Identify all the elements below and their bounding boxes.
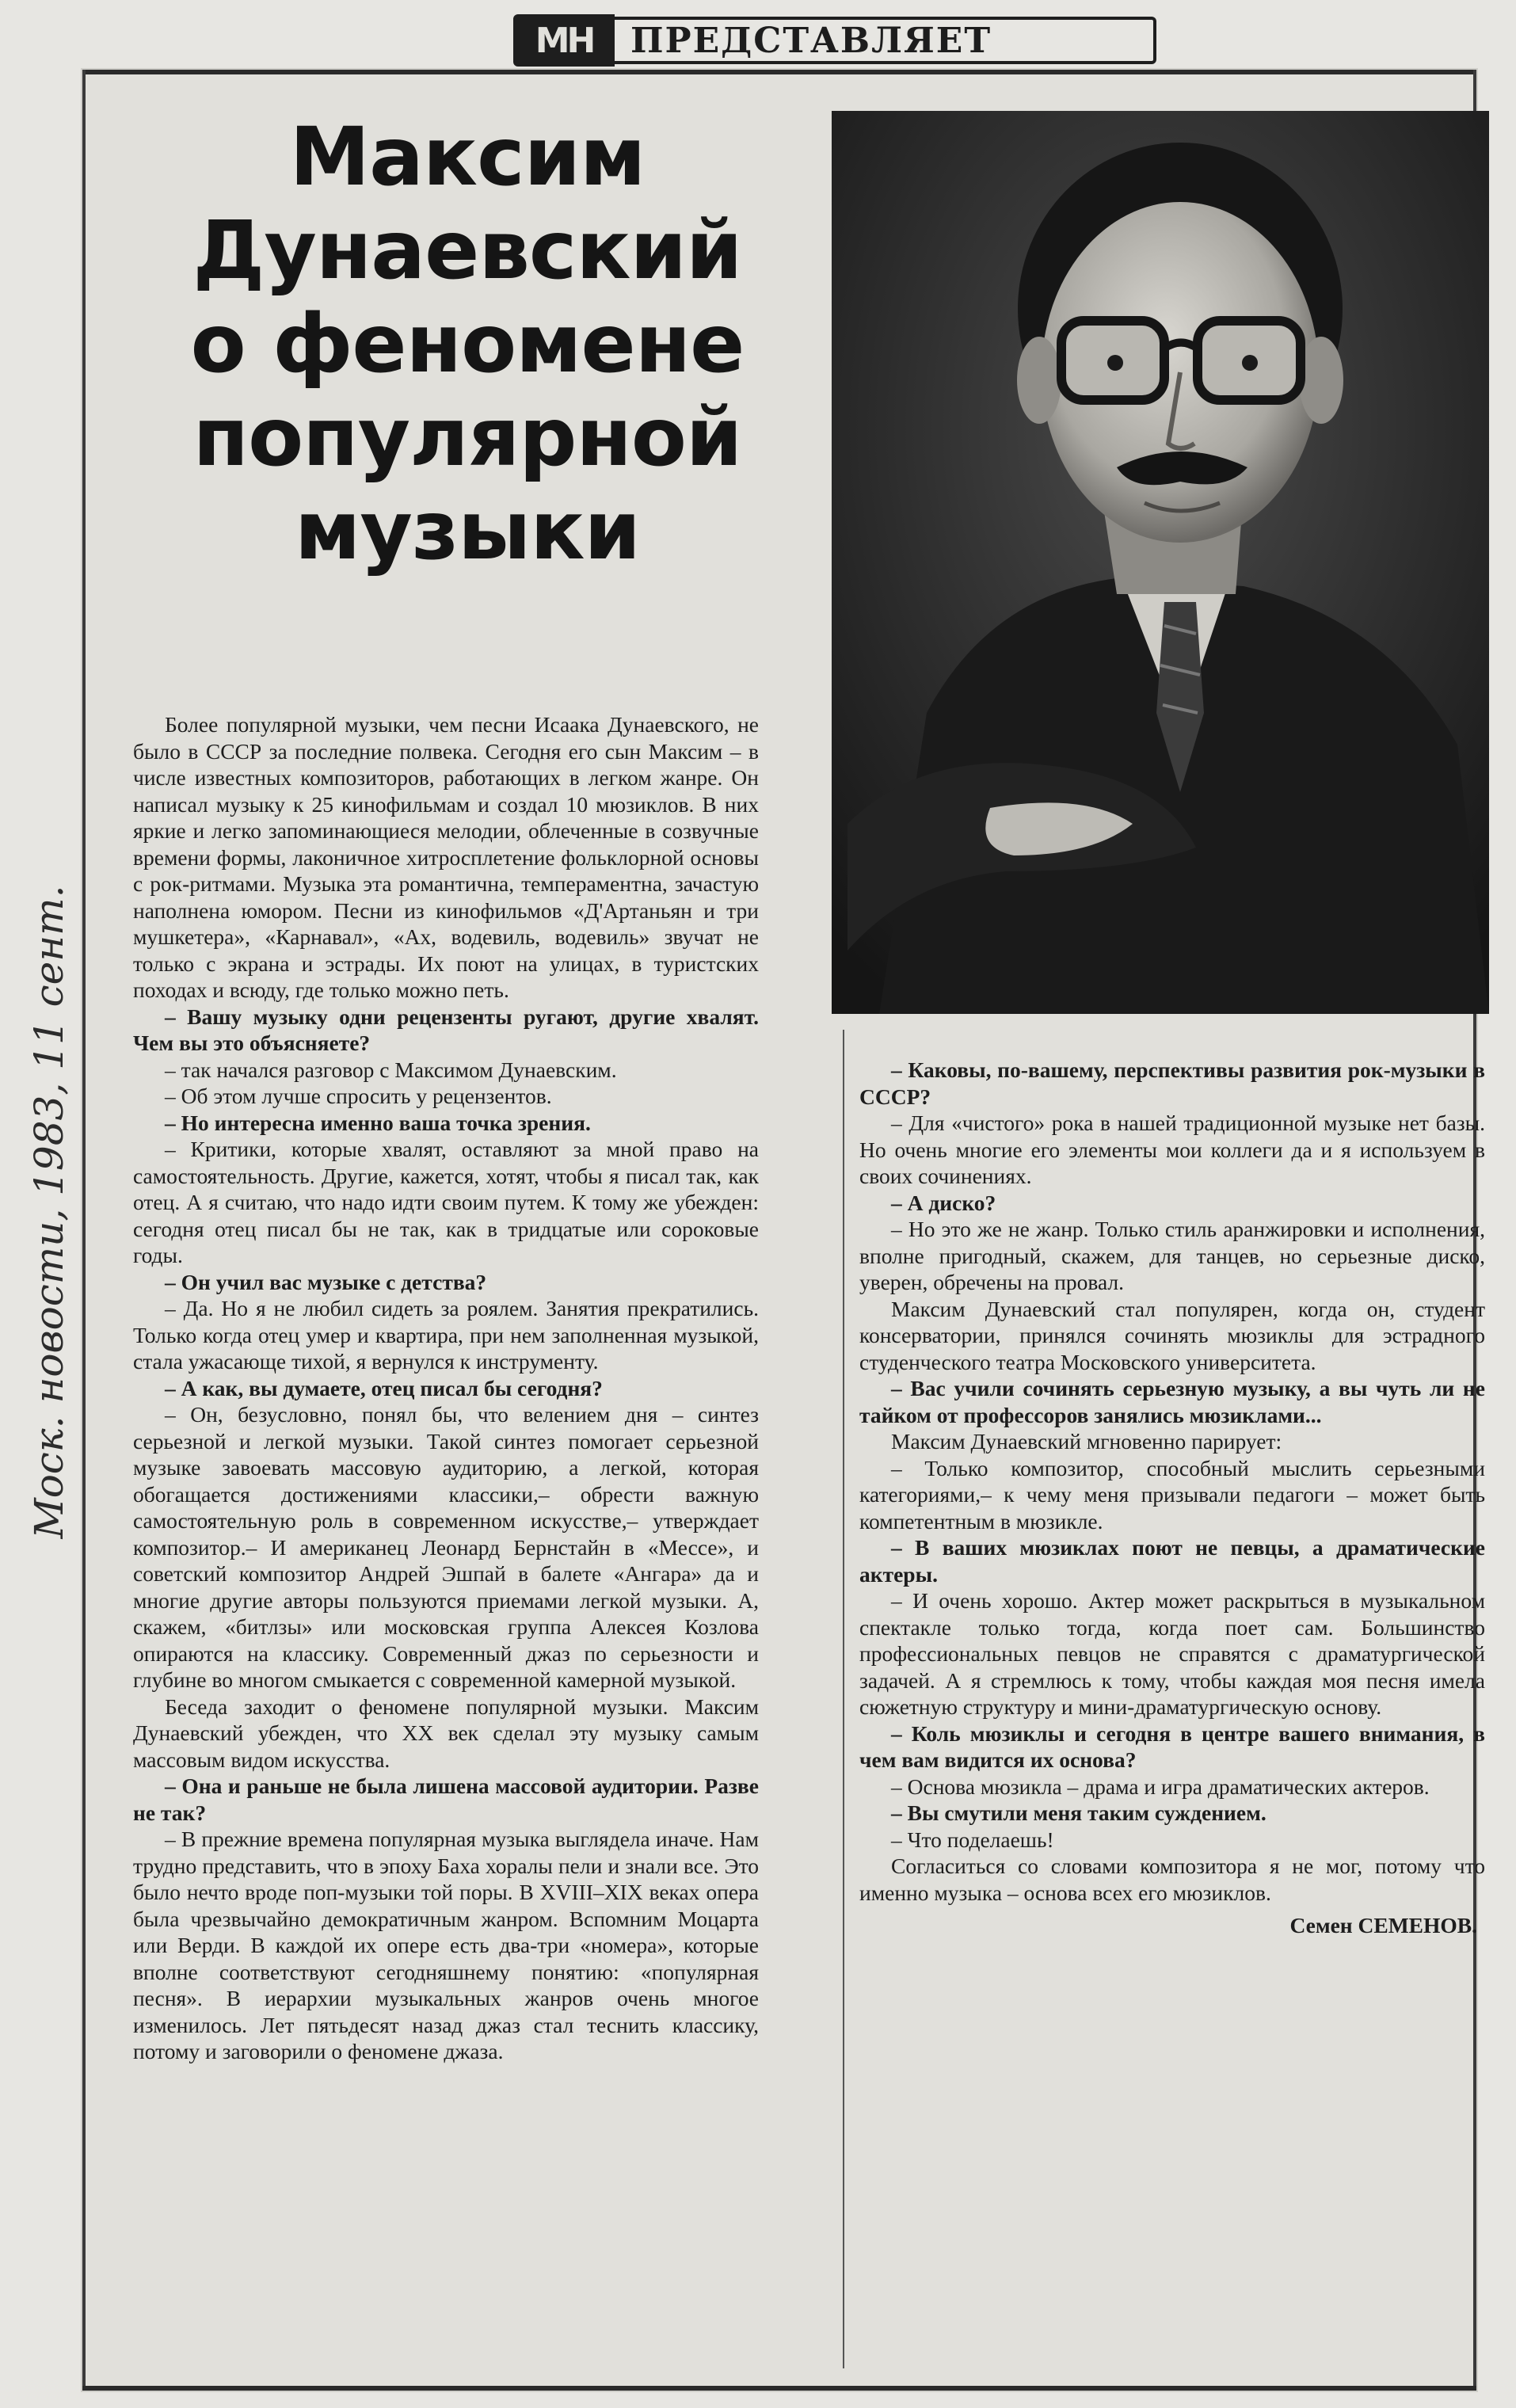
paragraph: Согласиться со словами композитора я не мог, потому что именно музыка – основа всех его мюзиклов. — [859, 1854, 1485, 1905]
headline-line: популярной — [192, 391, 742, 485]
headline-line: о феномене — [190, 297, 745, 391]
paragraph: – Но это же не жанр. Только стиль аранжировки и исполнения, вполне пригодный, скажем, для танцев, но серьезные диско, уверен, обречены на провал. — [859, 1217, 1485, 1294]
paragraph: – Об этом лучше спросить у рецензентов. — [165, 1084, 552, 1108]
headline-line: Дунаевский — [192, 204, 742, 298]
paragraph: – Только композитор, способный мыслить серьезными категориями,– к чему меня призывали педагоги – может быть компетентным в мюзикле. — [859, 1455, 1485, 1534]
paragraph: – Да. Но я не любил сидеть за роялем. Занятия прекратились. Только когда отец умер и квартира, при нем заполненная музыкой, стала ужасающе тихой, я вернулся к инструменту. — [133, 1296, 759, 1374]
headline-line: Максим — [289, 110, 646, 204]
interviewer-question: – Вы смутили меня таким суждением. — [891, 1800, 1267, 1825]
interviewer-question: – Коль мюзиклы и сегодня в центре вашего внимания, в чем вам видится их основа? — [859, 1720, 1485, 1772]
column-divider — [843, 1030, 844, 2368]
paragraph: Максим Дунаевский мгновенно парирует: — [891, 1429, 1282, 1454]
interviewer-question: – А как, вы думаете, отец писал бы сегодня? — [165, 1375, 603, 1400]
portrait-photo — [832, 111, 1489, 1014]
paragraph: Максим Дунаевский стал популярен, когда он, студент консерватории, принялся сочинять мюзиклы для эстрадного студенческого театра Московского университета. — [859, 1296, 1485, 1374]
rubric-label: ПРЕДСТАВЛЯЕТ — [615, 17, 1156, 64]
paragraph: – Основа мюзикла – драма и игра драматических актеров. — [891, 1774, 1430, 1799]
interviewer-question: – Вашу музыку одни рецензенты ругают, другие хвалят. Чем вы это объясняете? — [133, 1004, 759, 1055]
paragraph: – Что поделаешь! — [891, 1827, 1054, 1852]
paragraph: – Критики, которые хвалят, оставляют за мной право на самостоятельность. Другие, кажется, хотят, чтобы я писал так, как отец. А я считаю, что надо идти своим путем. К тому же убежден: сегодня отец писал бы не так, как в тридцатые или сороковые годы. — [133, 1137, 759, 1267]
author-signature: Семен СЕМЕНОВ. — [1289, 1913, 1477, 1937]
rubric-header — [513, 14, 1156, 67]
interviewer-question: – Он учил вас музыке с детства? — [165, 1269, 487, 1294]
headline-line: музыки — [294, 484, 641, 578]
lead-paragraph: Более популярной музыки, чем песни Исаака Дунаевского, не было в СССР за последние полвека. Сегодня его сын Максим – в числе известных композиторов, работающих в легком жанре. Он написал музыку к 25 кинофильмам и создал 10 мюзиклов. В них яркие и легко запоминающиеся мелодии, облеченные в созвучные времени формы, лаконичное хитросплетение фольклорной основы с рок-ритмами. Музыка эта романтична, темпераментна, зачастую наполнена юмором. Песни из кинофильмов «Д'Артаньян и три мушкетера», «Карнавал», «Ах, водевиль, водевиль» звучат не только с экрана и эстрады. Их поют на улицах, в туристских походах и всюду, где только можно петь. — [133, 712, 759, 1002]
article-column-2 — [859, 1057, 1485, 1939]
left-rule — [82, 70, 86, 2391]
article-headline — [119, 111, 816, 578]
interviewer-question: – Она и раньше не была лишена массовой аудитории. Разве не так? — [133, 1774, 759, 1825]
paragraph: – Для «чистого» рока в нашей традиционной музыке нет базы. Но очень многие его элементы мои коллеги да и я используем в своих сочинениях. — [859, 1111, 1485, 1188]
interviewer-question: – Вас учили сочинять серьезную музыку, а вы чуть ли не тайком от профессоров занялись мюзиклами... — [859, 1376, 1485, 1427]
paragraph: – так начался разговор с Максимом Дунаевским. — [165, 1057, 617, 1082]
top-rule — [82, 70, 1476, 74]
article-column-1 — [133, 711, 759, 2065]
interviewer-question: – В ваших мюзиклах поют не певцы, а драматические актеры. — [859, 1535, 1485, 1587]
paragraph: Беседа заходит о феномене популярной музыки. Максим Дунаевский убежден, что XX век сделал эту музыку самым массовым видом искусства. — [133, 1694, 759, 1772]
interviewer-question: – А диско? — [891, 1190, 996, 1215]
paragraph: – Он, безусловно, понял бы, что велением дня – синтез серьезной и легкой музыки. Такой синтез помогает серьезной музыке завоевать массовую аудиторию, а легкой, которая обогащается достижениями классики,– обрести важную самостоятельную роль в современном искусстве,– утверждает композитор.– И американец Леонард Бернстайн в «Мессе», и советский композитор Андрей Эшпай в балете «Ангара» да и многие другие авторы пользуются приемами легкой музыки. А, скажем, «битлзы» или московская группа Алексея Козлова опираются на классику. Современный джаз по серьезности и глубине во многом смыкается с современной камерной музыкой. — [133, 1402, 759, 1692]
portrait-illustration — [832, 111, 1489, 1014]
bottom-rule — [82, 2386, 1476, 2391]
paragraph: – В прежние времена популярная музыка выглядела иначе. Нам трудно представить, что в эпоху Баха хоралы пели и знали все. Это было нечто вроде поп-музыки той поры. В XVIII–XIX веках опера была чрезвычайно демократичным жанром. Вспомним Моцарта или Верди. В каждой их опере есть два-три «номера», которые вполне соответствуют сегодняшнему понятию: «популярная песня». В иерархии музыкальных жанров очень многое изменилось. Лет пятьдесят назад джаз стал теснить классику, потому и заговорили о феномене джаза. — [133, 1827, 759, 2063]
newspaper-logo: МН — [513, 14, 615, 67]
margin-handwritten-note: Моск. новости, 1983, 11 сент. — [26, 885, 72, 1539]
interviewer-question: – Каковы, по-вашему, перспективы развития рок-музыки в СССР? — [859, 1057, 1485, 1109]
paragraph: – И очень хорошо. Актер может раскрыться в музыкальном спектакле только тогда, когда поет сам. Большинство профессиональных певцов не справятся с драматургической задачей. А я стремлюсь к тому, чтобы каждая моя песня имела сюжетную структуру и мини-драматургическую основу. — [859, 1588, 1485, 1719]
interviewer-question: – Но интересна именно ваша точка зрения. — [165, 1110, 591, 1135]
